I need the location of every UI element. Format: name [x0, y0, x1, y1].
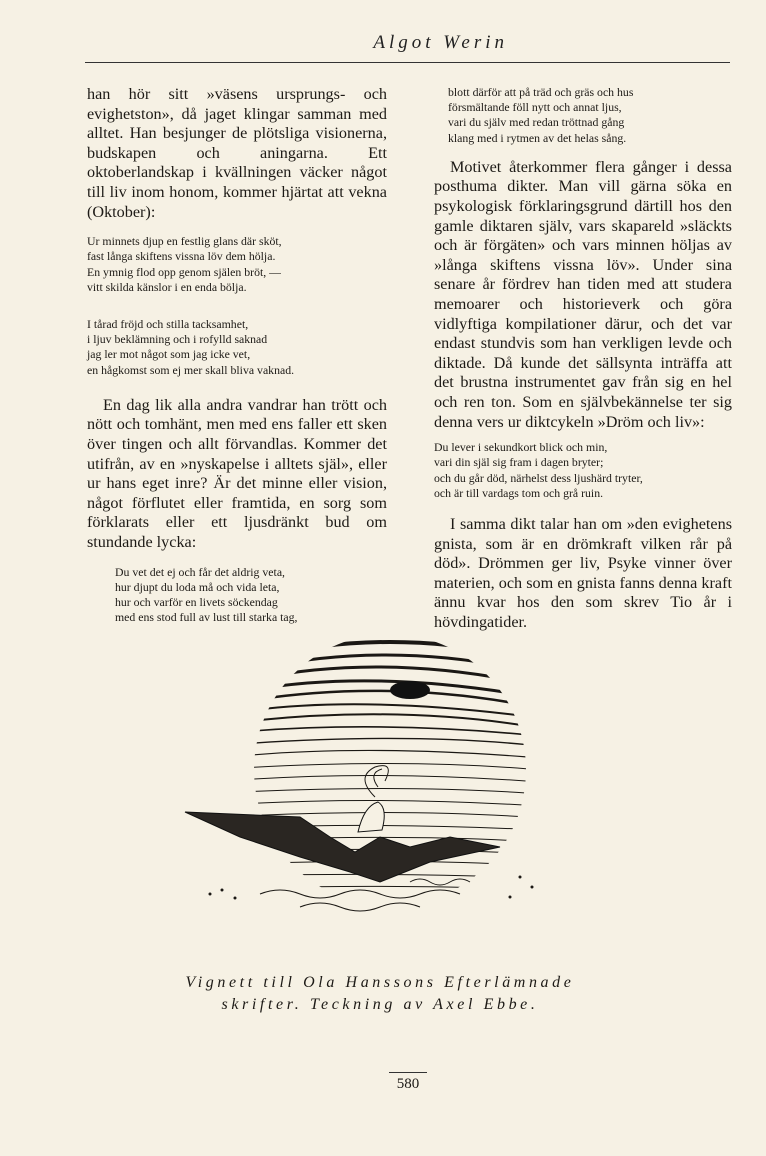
page-number-text: 580 — [396, 1076, 420, 1092]
verse-stanza-2 — [87, 317, 387, 378]
verse-line: vitt skilda känslor i en enda bölja. — [87, 279, 247, 294]
verse-stanza-3 — [87, 565, 387, 626]
left-column — [87, 85, 387, 625]
verse-line: hur djupt du loda må och vida leta, — [115, 579, 280, 594]
right-column — [434, 85, 732, 633]
paragraph-1: han hör sitt »väsens ursprungs- och evighetston», då jaget klingar samman med alltet. Han besjunger de plötsliga visionerna, budskapen och aningarna. Ett oktoberlandskap i kvällningen väcker något till liv inom honom, kommer hjärtat att vekna (Oktober): — [87, 85, 387, 221]
verse-line: Ur minnets djup en festlig glans där sköt, — [87, 234, 282, 249]
verse-line: och är till vardags tom och grå ruin. — [434, 485, 604, 500]
figure-caption-line-1: Vignett till Ola Hanssons Efterlämnade — [185, 974, 575, 991]
verse-line: fast långa skiftens vissna löv dem hölja. — [87, 249, 276, 264]
verse-line: jag ler mot något som jag icke vet, — [87, 347, 251, 362]
paragraph-4: I samma dikt talar han om »den evighetens gnista, som är en drömkraft vilken rår på död». Drömmen ger liv, Psyke vinner över materien, och som en gnista fanns denna kraft ännu kvar hos den som skrev Tio år i hövdingatider. — [434, 514, 732, 631]
verse-line: med ens stod full av lust till starka tag, — [115, 610, 298, 625]
paragraph-3: Motivet återkommer flera gånger i dessa posthuma dikter. Man vill gärna söka en psykologisk förklaringsgrund därtill hos den gamle diktaren själv, vars skapareld »släckts och är förgäten» och vars minnen höljas av »långa skiftens vissna löv». Under sina senare år fördrev han tiden med att studera memoarer och historieverk och göra vidlyftiga kompilationer därur, och det var endast stundvis som han verkligen levde och diktade. Då kunde det sällsynta inträffa att det brustna instrumentet gav från sig en hel och ren ton. Som en självbekännelse ter sig denna vers ur diktcykeln »Dröm och liv»: — [434, 157, 732, 431]
verse-line: och du går död, närhelst dess ljushärd tryter, — [434, 470, 643, 485]
verse-line: hur och varför en livets söckendag — [115, 594, 278, 609]
verse-line: Du lever i sekundkort blick och min, — [434, 440, 608, 455]
page-number — [383, 1076, 433, 1093]
verse-line: I tårad fröjd och stilla tacksamhet, — [87, 316, 249, 331]
running-header — [0, 30, 766, 64]
page-number-rule — [389, 1072, 427, 1073]
vignette-illustration — [180, 632, 580, 967]
figure-caption-line-2: skrifter. Teckning av Axel Ebbe. — [221, 996, 539, 1013]
verse-stanza-4 — [434, 85, 732, 146]
verse-line: vari din själ sig fram i dagen bryter; — [434, 455, 604, 470]
verse-line: En ymnig flod opp genom själen bröt, — — [87, 264, 281, 279]
verse-line: i ljuv beklämning och i rofylld saknad — [87, 332, 268, 347]
verse-line: vari du själv med redan tröttnad gång — [448, 115, 625, 130]
verse-line: Du vet det ej och får det aldrig veta, — [115, 564, 286, 579]
paragraph-2: En dag lik alla andra vandrar han trött och nött och tomhänt, men med ens faller ett sken över tingen och allt förvandlas. Kommer det utifrån, av en »nyskapelse i alltets själ», eller ur hans eget inre? Är det minne eller vision, något förflutet eller framtida, en sorg som förklarats eller ett ljusdränkt bud om stundande lycka: — [87, 395, 387, 551]
verse-stanza-1 — [87, 234, 387, 295]
verse-line: försmältande föll nytt och annat ljus, — [448, 100, 622, 115]
running-title: Algot Werin — [373, 32, 508, 53]
header-rule — [85, 62, 730, 63]
verse-line: klang med i rytmen av det helas sång. — [448, 130, 627, 145]
verse-line: blott därför att på träd och gräs och hus — [448, 85, 634, 99]
verse-stanza-5 — [434, 440, 732, 501]
verse-line: en hågkomst som ej mer skall bliva vaknad. — [87, 362, 295, 377]
